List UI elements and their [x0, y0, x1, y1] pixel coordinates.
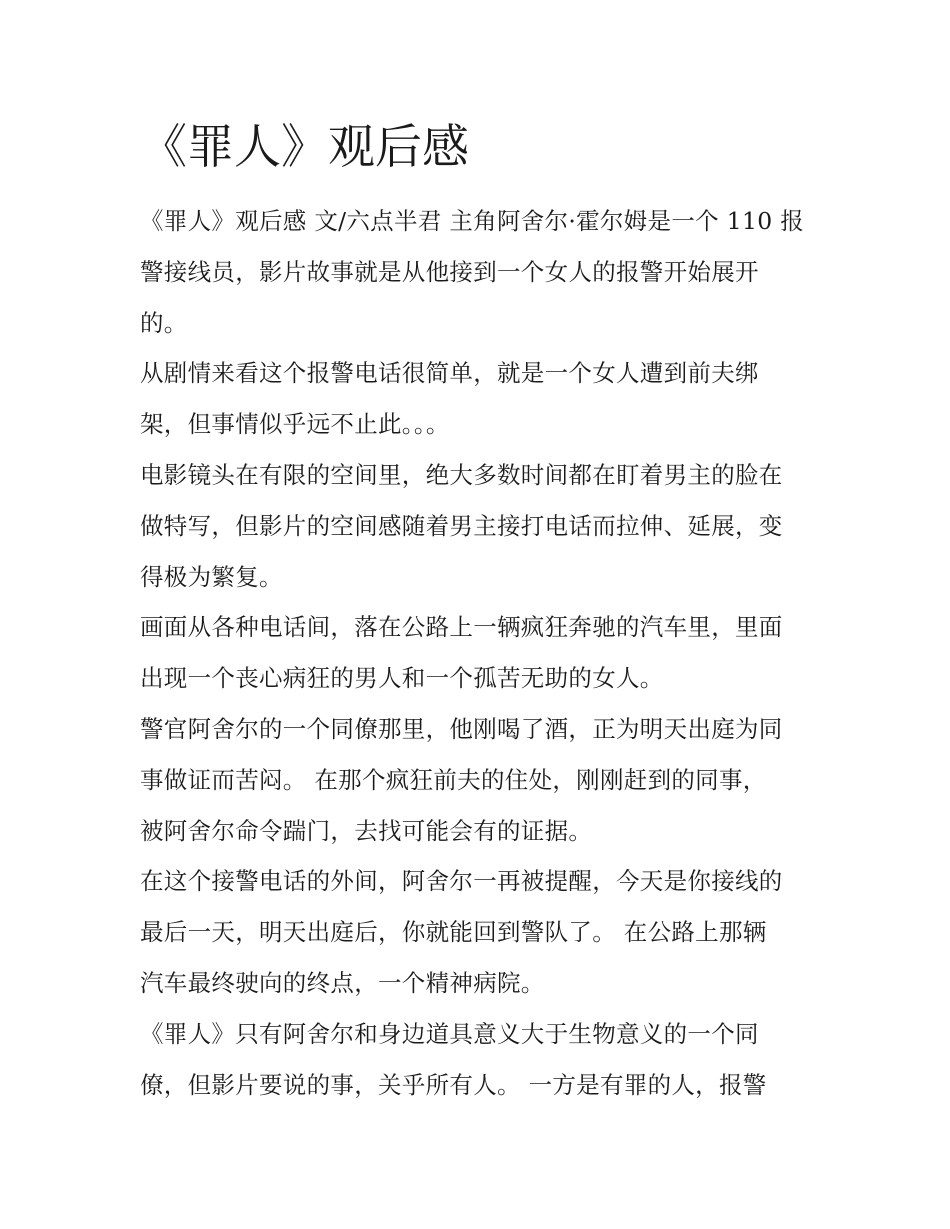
text-line: 《罪人》只有阿舍尔和身边道具意义大于生物意义的一个同	[140, 1019, 759, 1048]
text-line: 被阿舍尔命令踹门，去找可能会有的证据。	[140, 816, 593, 845]
text-line: 僚，但影片要说的事，关乎所有人。 一方是有罪的人，报警	[140, 1070, 767, 1099]
text-line: 警官阿舍尔的一个同僚那里，他刚喝了酒，正为明天出庭为同	[140, 714, 783, 743]
document-body	[140, 196, 820, 1110]
text-line: 的。	[140, 308, 188, 337]
text-line: 出现一个丧心病狂的男人和一个孤苦无助的女人。	[140, 664, 664, 693]
text-line: 做特写，但影片的空间感随着男主接打电话而拉伸、延展，变	[140, 511, 783, 540]
paragraph	[140, 856, 820, 1008]
text-line: 《罪人》观后感 文/六点半君 主角阿舍尔·霍尔姆是一个 110 报	[140, 207, 805, 235]
paragraph	[140, 1009, 820, 1111]
paragraph	[140, 348, 820, 450]
paragraph	[140, 602, 820, 704]
paragraph	[140, 196, 820, 348]
document-title: 《罪人》观后感	[140, 120, 469, 175]
paragraph	[140, 450, 820, 602]
text-line: 事做证而苦闷。 在那个疯狂前夫的住处，刚刚赶到的同事，	[140, 765, 767, 794]
text-line: 画面从各种电话间，落在公路上一辆疯狂奔驰的汽车里，里面	[140, 613, 783, 642]
text-line: 在这个接警电话的外间，阿舍尔一再被提醒，今天是你接线的	[140, 867, 783, 896]
text-line: 从剧情来看这个报警电话很简单，就是一个女人遭到前夫绑	[140, 359, 759, 388]
paragraph	[140, 704, 820, 856]
text-line: 电影镜头在有限的空间里，绝大多数时间都在盯着男主的脸在	[140, 460, 783, 489]
text-line: 最后一天，明天出庭后，你就能回到警队了。 在公路上那辆	[140, 918, 767, 947]
text-line: 警接线员，影片故事就是从他接到一个女人的报警开始展开	[140, 257, 759, 286]
text-line: 架，但事情似乎远不止此。。。	[140, 410, 450, 439]
text-line: 得极为繁复。	[140, 562, 283, 591]
text-line: 汽车最终驶向的终点，一个精神病院。	[140, 968, 545, 997]
